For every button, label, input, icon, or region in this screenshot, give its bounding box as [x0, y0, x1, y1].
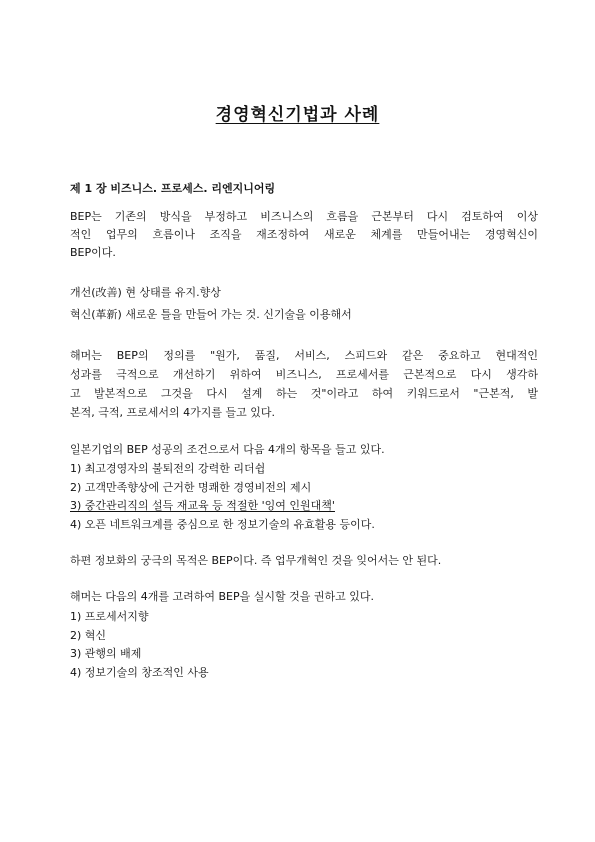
intro-line: BEP는 기존의 방식을 부정하고 비즈니스의 흐름을 근본부터 다시 검토하여 이상	[70, 210, 538, 223]
hammer-definition-line: 본적, 극적, 프로세서의 4가지를 들고 있다.	[70, 406, 275, 419]
info-goal-sentence: 하편 정보화의 궁극의 목적은 BEP이다. 즉 업무개혁인 것을 잊어서는 안 된다.	[70, 554, 442, 567]
japan-condition-text: 3) 중간관리직의 설득 재교육 등 적절한 '잉여 인원대책'	[70, 499, 335, 512]
hammer-definition-line: 해머는 BEP의 정의를 "원가, 품질, 서비스, 스피드와 같은 중요하고 현대적인	[70, 349, 538, 362]
hammer-definition-line: 고 발본적으로 그것을 다시 설계 하는 것"이라고 하여 키워드로서 "근본적, 발	[70, 387, 538, 400]
japan-conditions-intro: 일본기업의 BEP 성공의 조건으로서 다음 4개의 항목을 들고 있다.	[70, 443, 385, 456]
japan-condition-item: 1) 최고경영자의 불퇴전의 강력한 리더쉽	[70, 462, 266, 475]
definition-innovation: 혁신(革新) 새로운 틀을 만들어 가는 것. 신기술을 이용해서	[70, 308, 352, 321]
document-title-text: 경영혁신기법과 사례	[215, 105, 380, 125]
intro-line: BEP이다.	[70, 246, 116, 259]
hammer-recommend-item: 1) 프로세서지향	[70, 610, 149, 623]
intro-line: 적인 업무의 흐름이나 조직을 재조정하여 새로운 체계를 만들어내는 경영혁신이	[70, 228, 538, 241]
hammer-recommend-intro: 해머는 다음의 4개를 고려하여 BEP을 실시할 것을 권하고 있다.	[70, 590, 374, 603]
definition-improvement: 개선(改善) 현 상태를 유지.향상	[70, 286, 221, 299]
japan-condition-item: 2) 고객만족향상에 근거한 명쾌한 경영비전의 제시	[70, 481, 312, 494]
hammer-recommend-item: 4) 정보기술의 창조적인 사용	[70, 666, 209, 679]
hammer-definition-line: 성과를 극적으로 개선하기 위하여 비즈니스, 프로세서를 근본적으로 다시 생각하	[70, 368, 538, 381]
japan-condition-item: 4) 오픈 네트워크계를 중심으로 한 정보기술의 유효활용 등이다.	[70, 518, 375, 531]
hammer-recommend-item: 3) 관행의 배제	[70, 647, 142, 660]
chapter-heading: 제 1 장 비즈니스. 프로세스. 리엔지니어링	[70, 182, 276, 195]
hammer-recommend-item: 2) 혁신	[70, 629, 107, 642]
japan-condition-item-underlined	[70, 500, 335, 512]
document-title	[0, 100, 595, 125]
